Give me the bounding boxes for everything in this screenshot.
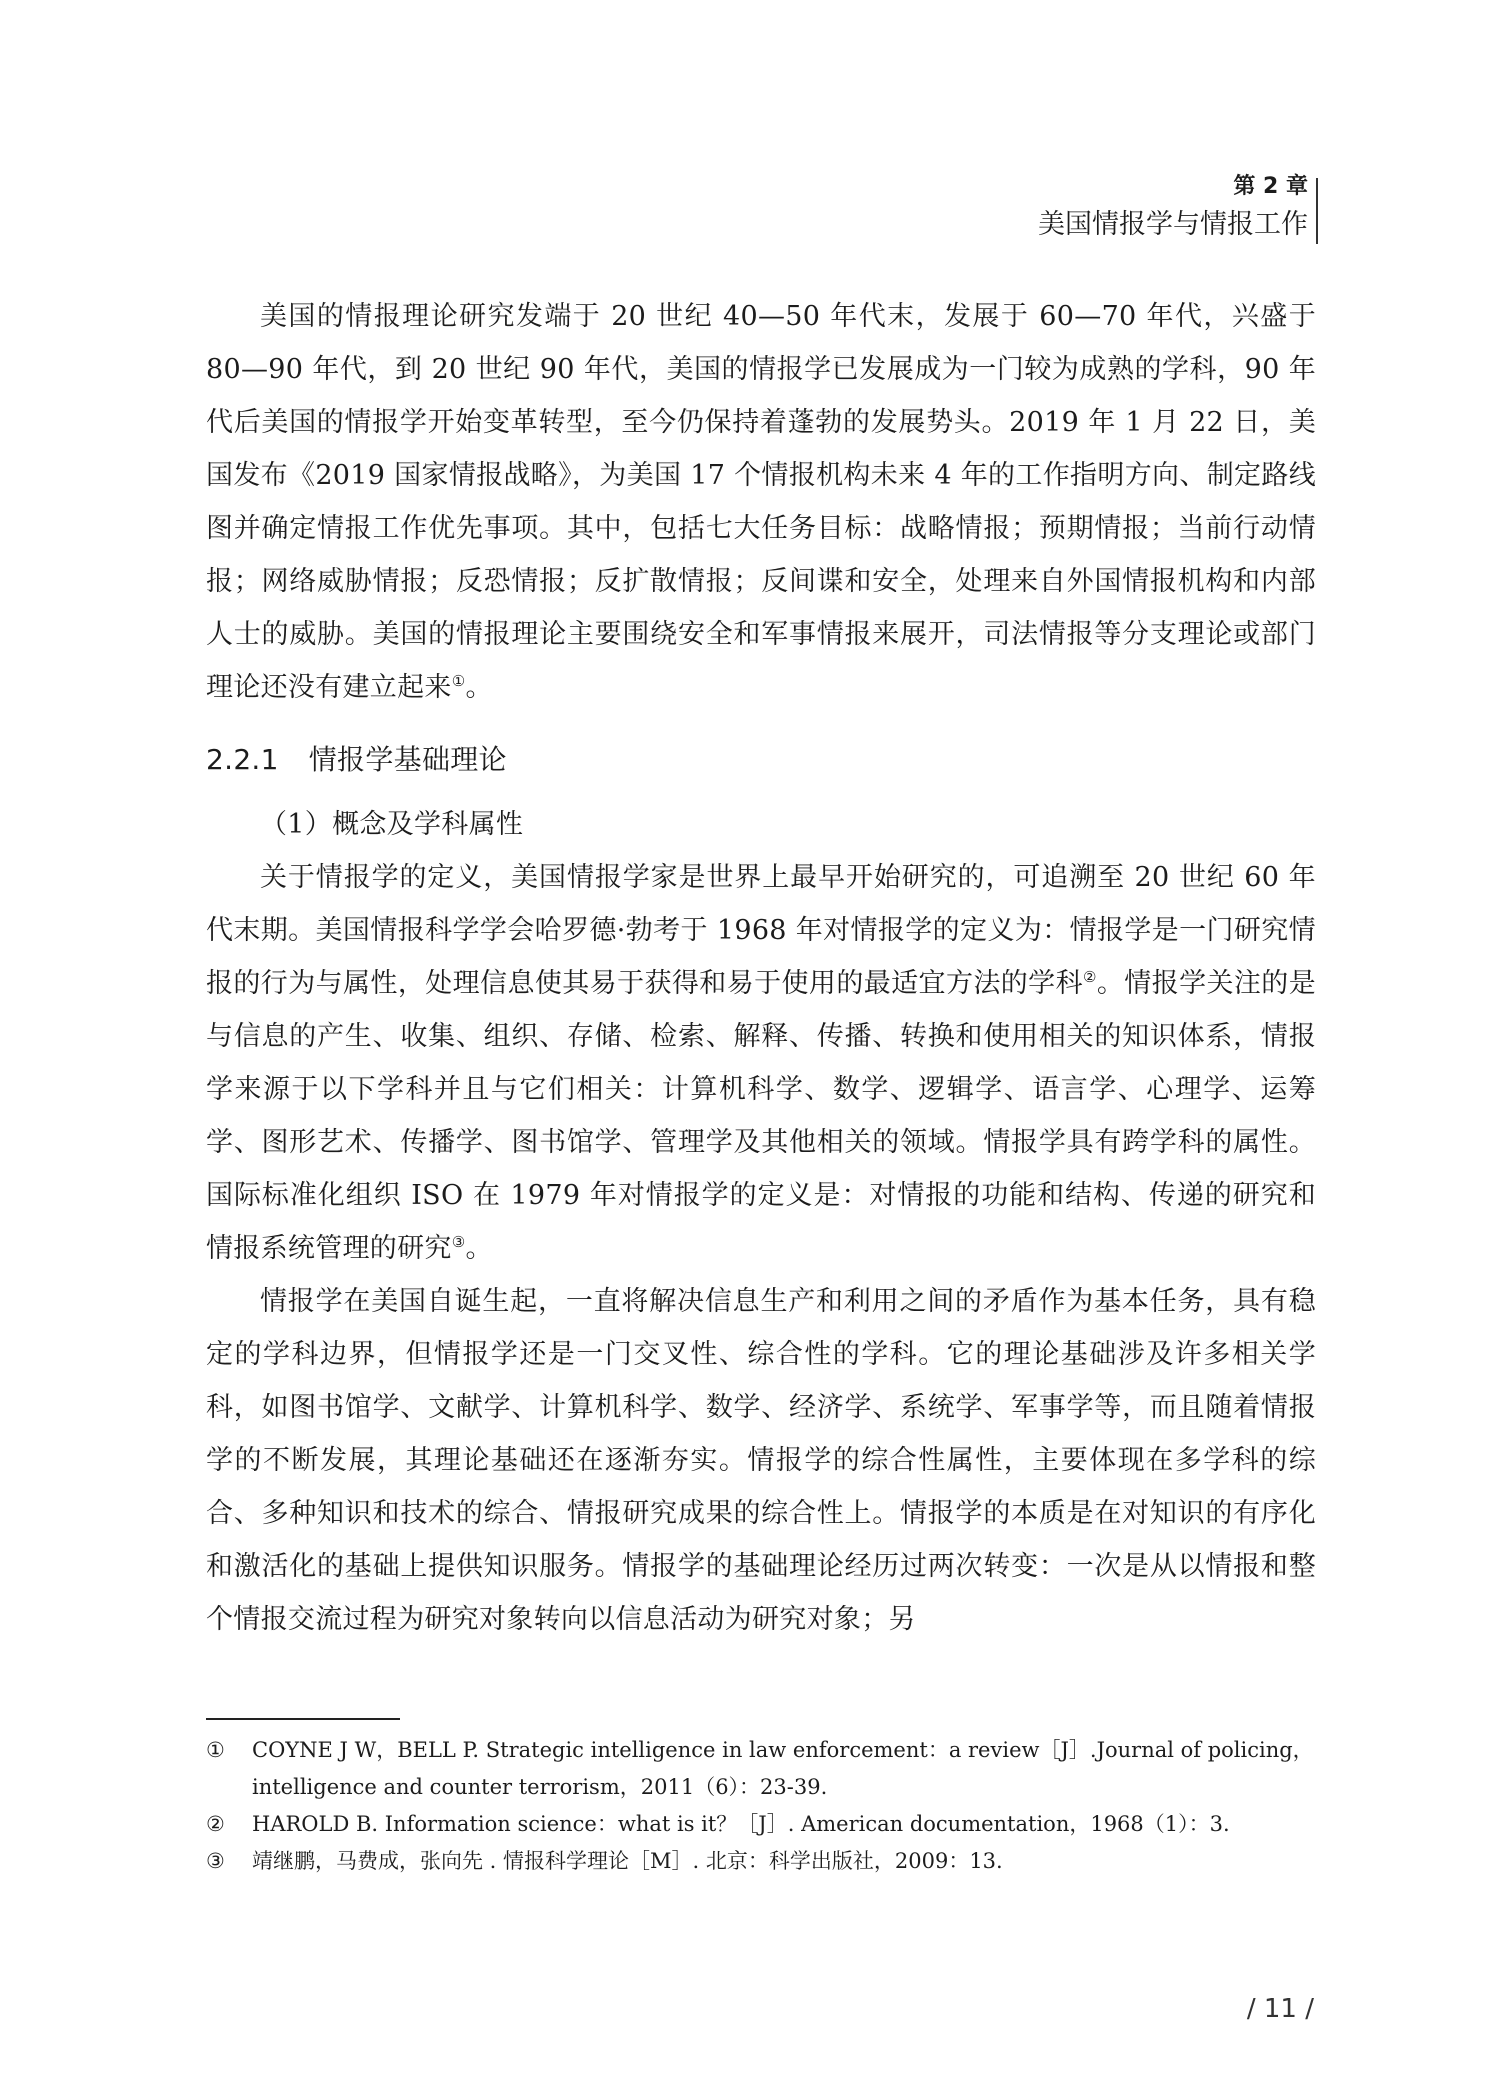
- subsection-heading: （1）概念及学科属性: [260, 809, 524, 840]
- paragraph-1-text: 美国的情报理论研究发端于 20 世纪 40—50 年代末，发展于 60—70 年代，兴盛于 80—90 年代，到 20 世纪 90 年代，美国的情报学已发展成为一门较为成熟的学科，90 年代后美国的情报学开始变革转型，至今仍保持着蓬勃的发展势头。2019 年 1 月 22 日，美国发布《2019 国家情报战略》，为美国 17 个情报机构未来 4 年的工作指明方向、制定路线图并确定情报工作优先事项。其中，包括七大任务目标：战略情报；预期情报；当前行动情报；网络威胁情报；反恐情报；反扩散情报；反间谍和安全，处理来自外国情报机构和内部人士的威胁。美国的情报理论主要围绕安全和军事情报来展开，司法情报等分支理论或部门理论还没有建立起来: [206, 301, 1316, 703]
- paragraph-1-end: 。: [465, 672, 493, 703]
- page-body: [206, 290, 1316, 1646]
- page-number: / 11 /: [1246, 1994, 1314, 2024]
- footnote-text: COYNE J W，BELL P. Strategic intelligence in law enforcement：a review［J］.Journal of policing，intelligence and counter terrorism，2011（6）：23-39.: [252, 1738, 1314, 1799]
- footnote-item: [206, 1843, 1316, 1880]
- footnote-ref-1[interactable]: ①: [451, 672, 466, 690]
- footnote-text: 靖继鹏，马费成，张向先 . 情报科学理论［M］. 北京：科学出版社，2009：13.: [252, 1849, 1003, 1873]
- footnote-mark: ①: [206, 1738, 225, 1762]
- paragraph-1: [206, 290, 1316, 714]
- section-heading: [206, 734, 1316, 786]
- footnote-ref-3[interactable]: ③: [451, 1233, 466, 1251]
- footnote-item: [206, 1806, 1316, 1843]
- footnote-ref-2[interactable]: ②: [1083, 968, 1097, 986]
- section-title: 情报学基础理论: [308, 743, 507, 776]
- chapter-title: 美国情报学与情报工作: [1038, 209, 1308, 240]
- header-divider: [1316, 178, 1318, 244]
- footnote-mark: ②: [206, 1812, 225, 1836]
- paragraph-2-text-a: 关于情报学的定义，美国情报学家是世界上最早开始研究的，可追溯至 20 世纪 60 年代末期。美国情报科学学会哈罗德·勃考于 1968 年对情报学的定义为：情报学是一门研究情报的行为与属性，处理信息使其易于获得和易于使用的最适宜方法的学科: [206, 862, 1316, 999]
- paragraph-2-text-b: 。情报学关注的是与信息的产生、收集、组织、存储、检索、解释、传播、转换和使用相关的知识体系，情报学来源于以下学科并且与它们相关：计算机科学、数学、逻辑学、语言学、心理学、运筹学、图形艺术、传播学、图书馆学、管理学及其他相关的领域。情报学具有跨学科的属性。国际标准化组织 ISO 在 1979 年对情报学的定义是：对情报的功能和结构、传递的研究和情报系统管理的研究: [206, 968, 1317, 1264]
- section-number: 2.2.1: [206, 743, 279, 776]
- running-header: [1038, 172, 1308, 244]
- paragraph-2: [206, 851, 1316, 1275]
- footnote-divider: [206, 1718, 400, 1720]
- footnote-mark: ③: [206, 1849, 225, 1873]
- footnote-item: [206, 1732, 1316, 1806]
- paragraph-3: 情报学在美国自诞生起，一直将解决信息生产和利用之间的矛盾作为基本任务，具有稳定的学科边界，但情报学还是一门交叉性、综合性的学科。它的理论基础涉及许多相关学科，如图书馆学、文献学、计算机科学、数学、经济学、系统学、军事学等，而且随着情报学的不断发展，其理论基础还在逐渐夯实。情报学的综合性属性，主要体现在多学科的综合、多种知识和技术的综合、情报研究成果的综合性上。情报学的本质是在对知识的有序化和激活化的基础上提供知识服务。情报学的基础理论经历过两次转变：一次是从以情报和整个情报交流过程为研究对象转向以信息活动为研究对象；另: [206, 1286, 1316, 1635]
- paragraph-2-end: 。: [465, 1233, 493, 1264]
- footnotes: [206, 1732, 1316, 1880]
- footnote-text: HAROLD B. Information science：what is it？［J］. American documentation，1968（1）：3.: [252, 1812, 1230, 1836]
- chapter-label: 第 2 章: [1233, 174, 1308, 199]
